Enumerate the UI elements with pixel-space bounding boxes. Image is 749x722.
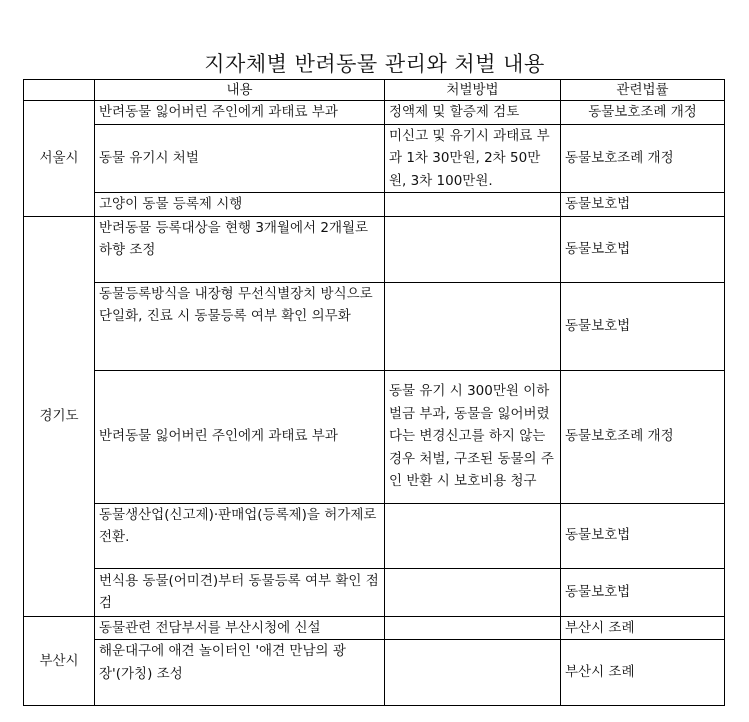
content-cell: 해운대구에 애견 놀이터인 '애견 만남의 광장'(가칭) 조성 (95, 640, 385, 706)
law-cell: 동물보호조례 개정 (561, 101, 725, 125)
content-cell: 번식용 동물(어미견)부터 동물등록 여부 확인 점검 (95, 568, 385, 616)
table-row (24, 216, 725, 282)
table-row (24, 568, 725, 616)
table-row (24, 193, 725, 217)
table-row (24, 124, 725, 193)
law-cell: 동물보호법 (561, 282, 725, 370)
penalty-cell (385, 616, 561, 640)
penalty-cell (385, 216, 561, 282)
law-cell: 부산시 조례 (561, 640, 725, 706)
table-row (24, 503, 725, 568)
law-cell: 동물보호조례 개정 (561, 370, 725, 503)
header-law: 관련법률 (561, 80, 725, 101)
content-cell: 반려동물 등록대상을 현행 3개월에서 2개월로 하향 조정 (95, 216, 385, 282)
penalty-cell: 동물 유기 시 300만원 이하 벌금 부과, 동물을 잃어버렸다는 변경신고를 하지 않는 경우 처벌, 구조된 동물의 주인 반환 시 보호비용 청구 (385, 370, 561, 503)
content-cell: 동물등록방식을 내장형 무선식별장치 방식으로 단일화, 진료 시 동물등록 여부 확인 의무화 (95, 282, 385, 370)
penalty-cell: 정액제 및 할증제 검토 (385, 101, 561, 125)
table-row (24, 370, 725, 503)
content-cell: 동물생산업(신고제)·판매업(등록제)을 허가제로 전환. (95, 503, 385, 568)
region-cell-gyeonggi: 경기도 (24, 216, 95, 616)
law-cell: 동물보호법 (561, 216, 725, 282)
law-cell: 동물보호법 (561, 503, 725, 568)
penalty-table (23, 79, 725, 706)
content-cell: 반려동물 잃어버린 주인에게 과태료 부과 (95, 101, 385, 125)
penalty-cell (385, 640, 561, 706)
law-cell: 부산시 조례 (561, 616, 725, 640)
law-cell: 동물보호법 (561, 193, 725, 217)
table-row (24, 640, 725, 706)
penalty-cell (385, 282, 561, 370)
penalty-cell (385, 568, 561, 616)
table-row (24, 282, 725, 370)
law-cell: 동물보호조례 개정 (561, 124, 725, 193)
content-cell: 동물 유기시 처벌 (95, 124, 385, 193)
header-region (24, 80, 95, 101)
table-row (24, 616, 725, 640)
region-cell-busan: 부산시 (24, 616, 95, 706)
penalty-cell: 미신고 및 유기시 과태료 부과 1차 30만원, 2차 50만원, 3차 100만원. (385, 124, 561, 193)
content-cell: 반려동물 잃어버린 주인에게 과태료 부과 (95, 370, 385, 503)
header-penalty: 처벌방법 (385, 80, 561, 101)
penalty-cell (385, 503, 561, 568)
header-content: 내용 (95, 80, 385, 101)
table-row (24, 101, 725, 125)
page-title: 지자체별 반려동물 관리와 처벌 내용 (204, 52, 545, 76)
content-cell: 동물관련 전담부서를 부산시청에 신설 (95, 616, 385, 640)
law-cell: 동물보호법 (561, 568, 725, 616)
header-row (24, 80, 725, 101)
content-cell: 고양이 동물 등록제 시행 (95, 193, 385, 217)
region-cell-seoul: 서울시 (24, 101, 95, 217)
penalty-cell (385, 193, 561, 217)
